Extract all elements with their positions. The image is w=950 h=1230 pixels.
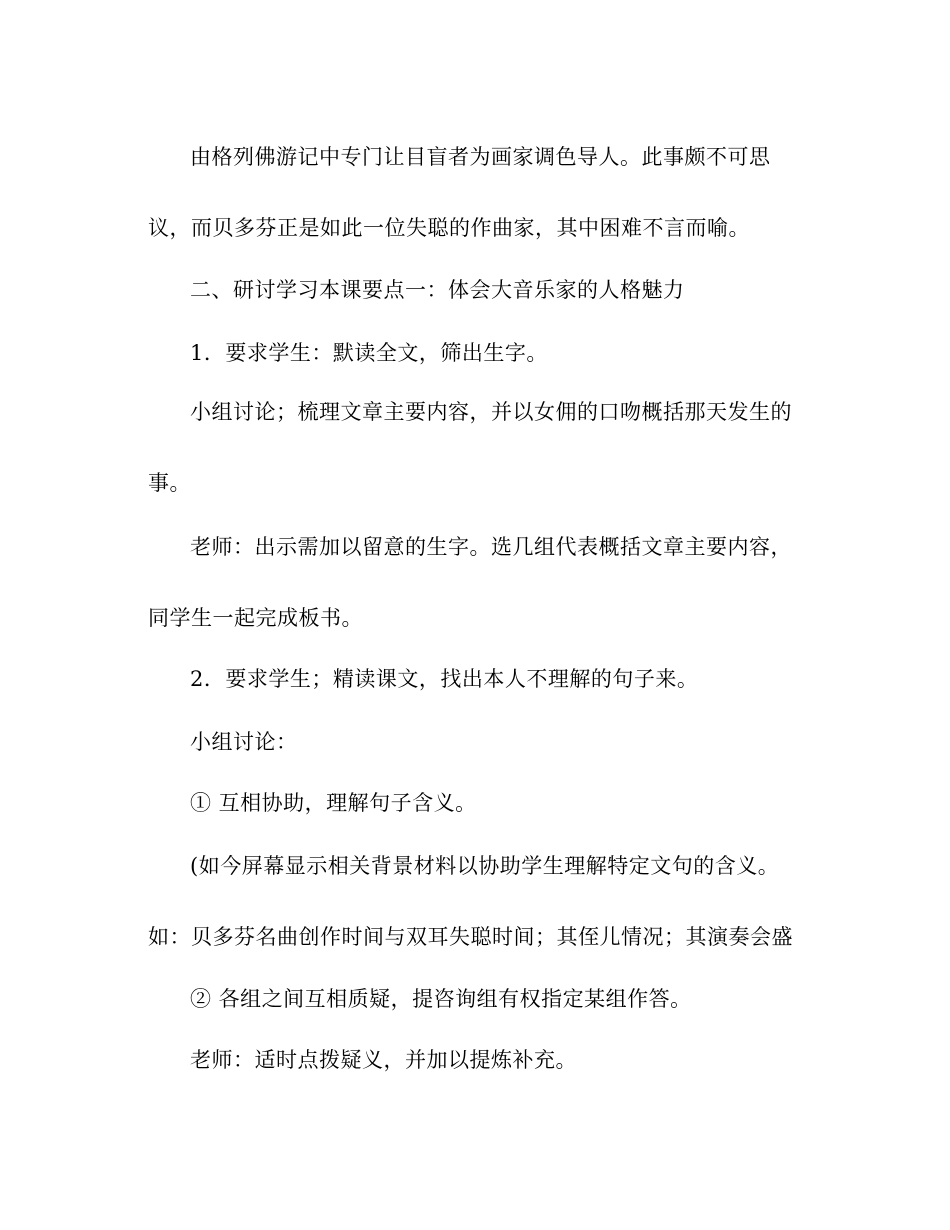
step-1-text: 1．要求学生：默读全文，筛出生字。 xyxy=(190,341,548,365)
paragraph-line-13: 如：贝多芬名曲创作时间与双耳失聪时间；其侄儿情况；其演奏会盛 xyxy=(148,925,793,949)
paragraph-line-1: 由格列佛游记中专门让目盲者为画家调色导人。此事颇不可思 xyxy=(190,145,771,169)
paragraph-line-5: 小组讨论；梳理文章主要内容，并以女佣的口吻概括那天发生的 xyxy=(190,400,792,424)
step-2-text: 2．要求学生；精读课文，找出本人不理解的句子来。 xyxy=(190,667,699,691)
section-heading-2: 二、研讨学习本课要点一：体会大音乐家的人格魅力 xyxy=(190,278,685,302)
paragraph-line-6: 事。 xyxy=(148,471,191,495)
paragraph-line-8: 同学生一起完成板书。 xyxy=(148,606,363,630)
item-2-text: ② 各组之间互相质疑，提咨询组有权指定某组作答。 xyxy=(190,987,692,1011)
paragraph-line-12: (如今屏幕显示相关背景材料以协助学生理解特定文句的含义。 xyxy=(190,854,780,878)
paragraph-line-2: 议，而贝多芬正是如此一位失聪的作曲家，其中困难不言而喻。 xyxy=(148,216,750,240)
paragraph-line-7: 老师：出示需加以留意的生字。选几组代表概括文章主要内容， xyxy=(190,535,792,559)
item-1-text: ① 互相协助，理解句子含义。 xyxy=(190,791,477,815)
teacher-note: 老师：适时点拨疑义，并加以提炼补充。 xyxy=(190,1048,577,1072)
group-discussion-label: 小组讨论： xyxy=(190,730,298,754)
